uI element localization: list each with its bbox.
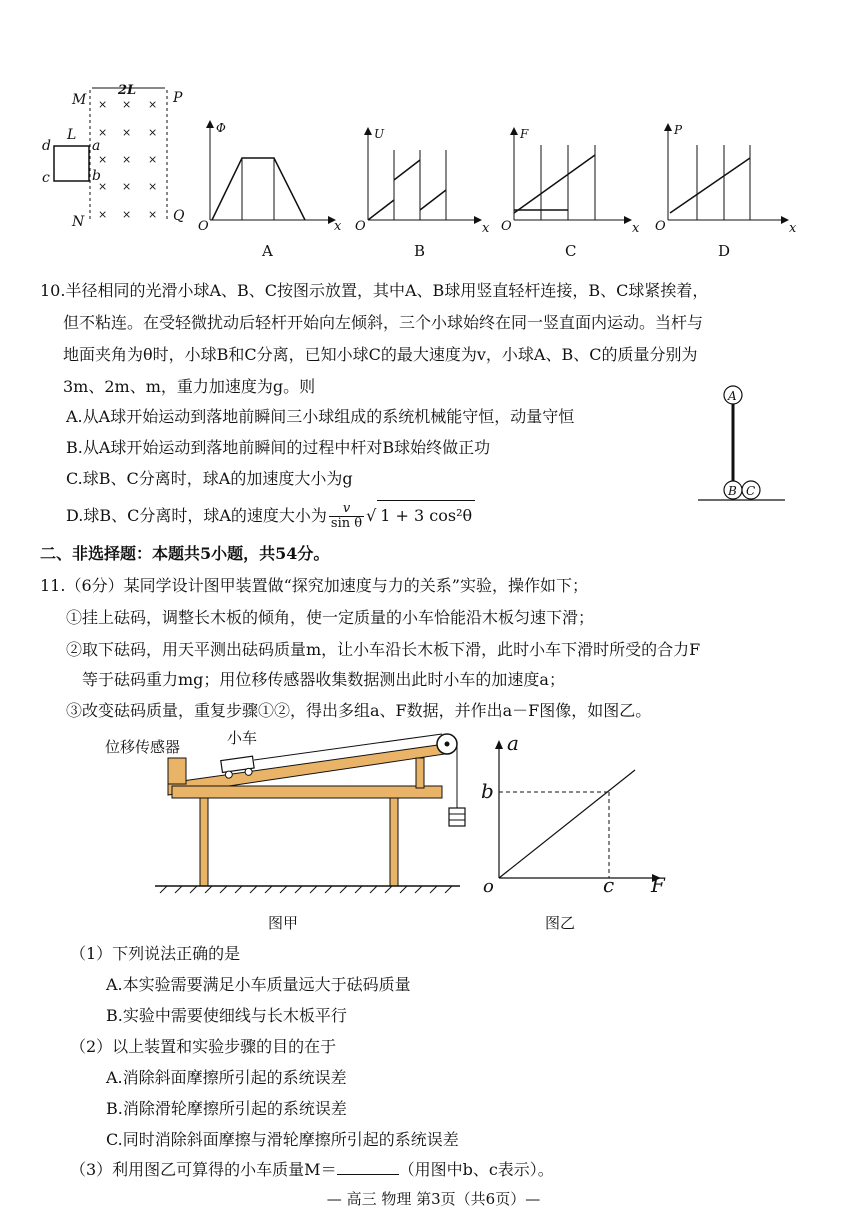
label-Q: Q [173,208,185,224]
graph-C-ylabel: F [520,127,529,141]
svg-text:×: × [148,208,158,221]
figure-yi-caption: 图乙 [545,914,576,932]
graph-C-letter: C [565,242,577,260]
q11-step1: ①挂上砝码，调整长木板的倾角，使一定质量的小车恰能沿木板匀速下滑； [66,608,595,627]
section-heading: 二、非选择题：本题共5小题，共54分。 [40,544,330,563]
ball-B-label: B [728,484,737,498]
svg-text:×: × [98,153,108,166]
axis-label-a: a [507,731,519,755]
label-c-value: c [603,873,615,897]
q11-sub2: （2）以上装置和实验步骤的目的在于 [70,1037,337,1056]
svg-text:×: × [122,180,132,193]
q10-stem-line3: 地面夹角为θ时，小球B和C分离，已知小球C的最大速度为v，小球A、B、C的质量分别为 [63,345,698,364]
q11-step2-line2: 等于砝码重力mg；用位移传感器收集数据测出此时小车的加速度a； [82,670,565,689]
q11-stem: 11.（6分）某同学设计图甲装置做“探究加速度与力的关系”实验，操作如下； [40,576,588,595]
graph-D-letter: D [718,242,731,260]
q10-option-C: C.球B、C分离时，球A的加速度大小为g [66,469,353,488]
table-leg-left [200,798,208,886]
graph-D [655,123,797,260]
answer-blank[interactable] [337,1160,399,1175]
svg-text:×: × [148,98,158,111]
graph-B-origin: O [355,219,366,234]
graph-B [355,127,490,260]
graph-A-xlabel: x [334,219,342,234]
weight [449,808,465,826]
svg-text:×: × [122,153,132,166]
svg-text:×: × [148,180,158,193]
label-a: a [92,138,101,154]
svg-text:×: × [148,153,158,166]
q10-option-A: A.从A球开始运动到落地前瞬间三小球组成的系统机械能守恒，动量守恒 [66,407,575,426]
figure-jia-apparatus [100,728,480,938]
page-footer: — 高三 物理 第3页（共6页）— [326,1190,541,1208]
q11-sub2-option-C: C.同时消除斜面摩擦与滑轮摩擦所引起的系统误差 [106,1130,459,1149]
q11-sub2-option-A: A.消除斜面摩擦所引起的系统误差 [106,1068,347,1087]
q10-option-D-prefix: D.球B、C分离时，球A的速度大小为 [66,506,327,525]
fraction [329,502,364,531]
graph-line [499,770,635,878]
figure-yi-graph [475,728,675,938]
svg-text:×: × [98,208,108,221]
label-L: L [67,127,77,143]
label-d: d [42,138,51,154]
table-leg-right [390,798,398,886]
field-width-label: 2L [118,83,137,98]
q11-sub3-suffix: （用图中b、c表示）。 [398,1160,554,1179]
sensor-block [168,758,186,784]
graph-D-xlabel: x [789,221,797,236]
label-b-value: b [481,779,494,803]
label-c: c [42,170,50,186]
graph-B-xlabel: x [482,221,490,236]
label-b: b [92,168,101,184]
svg-text:×: × [122,126,132,139]
graph-D-origin: O [655,219,666,234]
axis-label-F: F [651,873,665,897]
q11-sub3 [70,1160,554,1180]
cart-label: 小车 [227,729,258,747]
graph-B-letter: B [414,242,426,260]
svg-text:×: × [148,126,158,139]
q11-sub1-option-B: B.实验中需要使细线与长木板平行 [106,1006,347,1025]
q11-step3: ③改变砝码质量，重复步骤①②，得出多组a、F数据，并作出a－F图像，如图乙。 [66,701,652,720]
sensor-label: 位移传感器 [105,738,181,756]
sqrt-sign: √ [366,506,377,525]
fraction-numerator: v [329,502,364,517]
q10-stem-line1: 10.半径相同的光滑小球A、B、C按图示放置，其中A、B球用竖直轻杆连接，B、C球紧挨着， [40,281,709,300]
graph-A-ylabel: Φ [216,121,226,135]
svg-text:×: × [98,98,108,111]
q11-sub1-option-A: A.本实验需要满足小车质量远大于砝码质量 [106,975,411,994]
q10-option-D [66,500,475,531]
svg-text:×: × [122,98,132,111]
graph-B-ylabel: U [374,127,385,141]
q11-step2-line1: ②取下砝码，用天平测出砝码质量m，让小车沿长木板下滑，此时小车下滑时所受的合力F [66,640,701,659]
graph-A [198,120,342,260]
label-N: N [72,214,85,230]
graph-A-origin: O [198,219,209,234]
svg-text:×: × [98,126,108,139]
label-P: P [173,90,183,106]
graph-D-ylabel: P [674,123,683,137]
origin-label: o [483,876,494,897]
graph-C-xlabel: x [632,221,640,236]
q10-stem-line4: 3m、2m、m，重力加速度为g。则 [63,377,316,396]
ball-C-label: C [746,484,756,498]
svg-text:×: × [122,208,132,221]
q11-sub1: （1）下列说法正确的是 [70,944,241,963]
q11-sub3-prefix: （3）利用图乙可算得的小车质量M＝ [70,1160,337,1179]
q10-stem-line2: 但不粘连。在受轻微扰动后轻杆开始向左倾斜，三个小球始终在同一竖直面内运动。当杆与 [63,313,704,332]
q10-ball-figure [690,378,790,508]
graph-C [501,127,640,260]
label-M: M [72,92,87,108]
sqrt-radicand: 1 + 3 cos²θ [377,500,475,531]
fraction-denominator: sin θ [330,516,363,531]
figure-jia-caption: 图甲 [268,914,299,932]
square-loop [54,146,89,181]
q9-figures [0,70,867,270]
q11-sub2-option-B: B.消除滑轮摩擦所引起的系统误差 [106,1099,347,1118]
magnetic-field-diagram [42,83,185,230]
graph-A-letter: A [262,242,273,260]
ball-A-label: A [728,389,737,403]
svg-text:×: × [98,180,108,193]
q10-option-B: B.从A球开始运动到落地前瞬间的过程中杆对B球始终做正功 [66,438,491,457]
graph-C-origin: O [501,219,512,234]
table-top [172,786,442,798]
